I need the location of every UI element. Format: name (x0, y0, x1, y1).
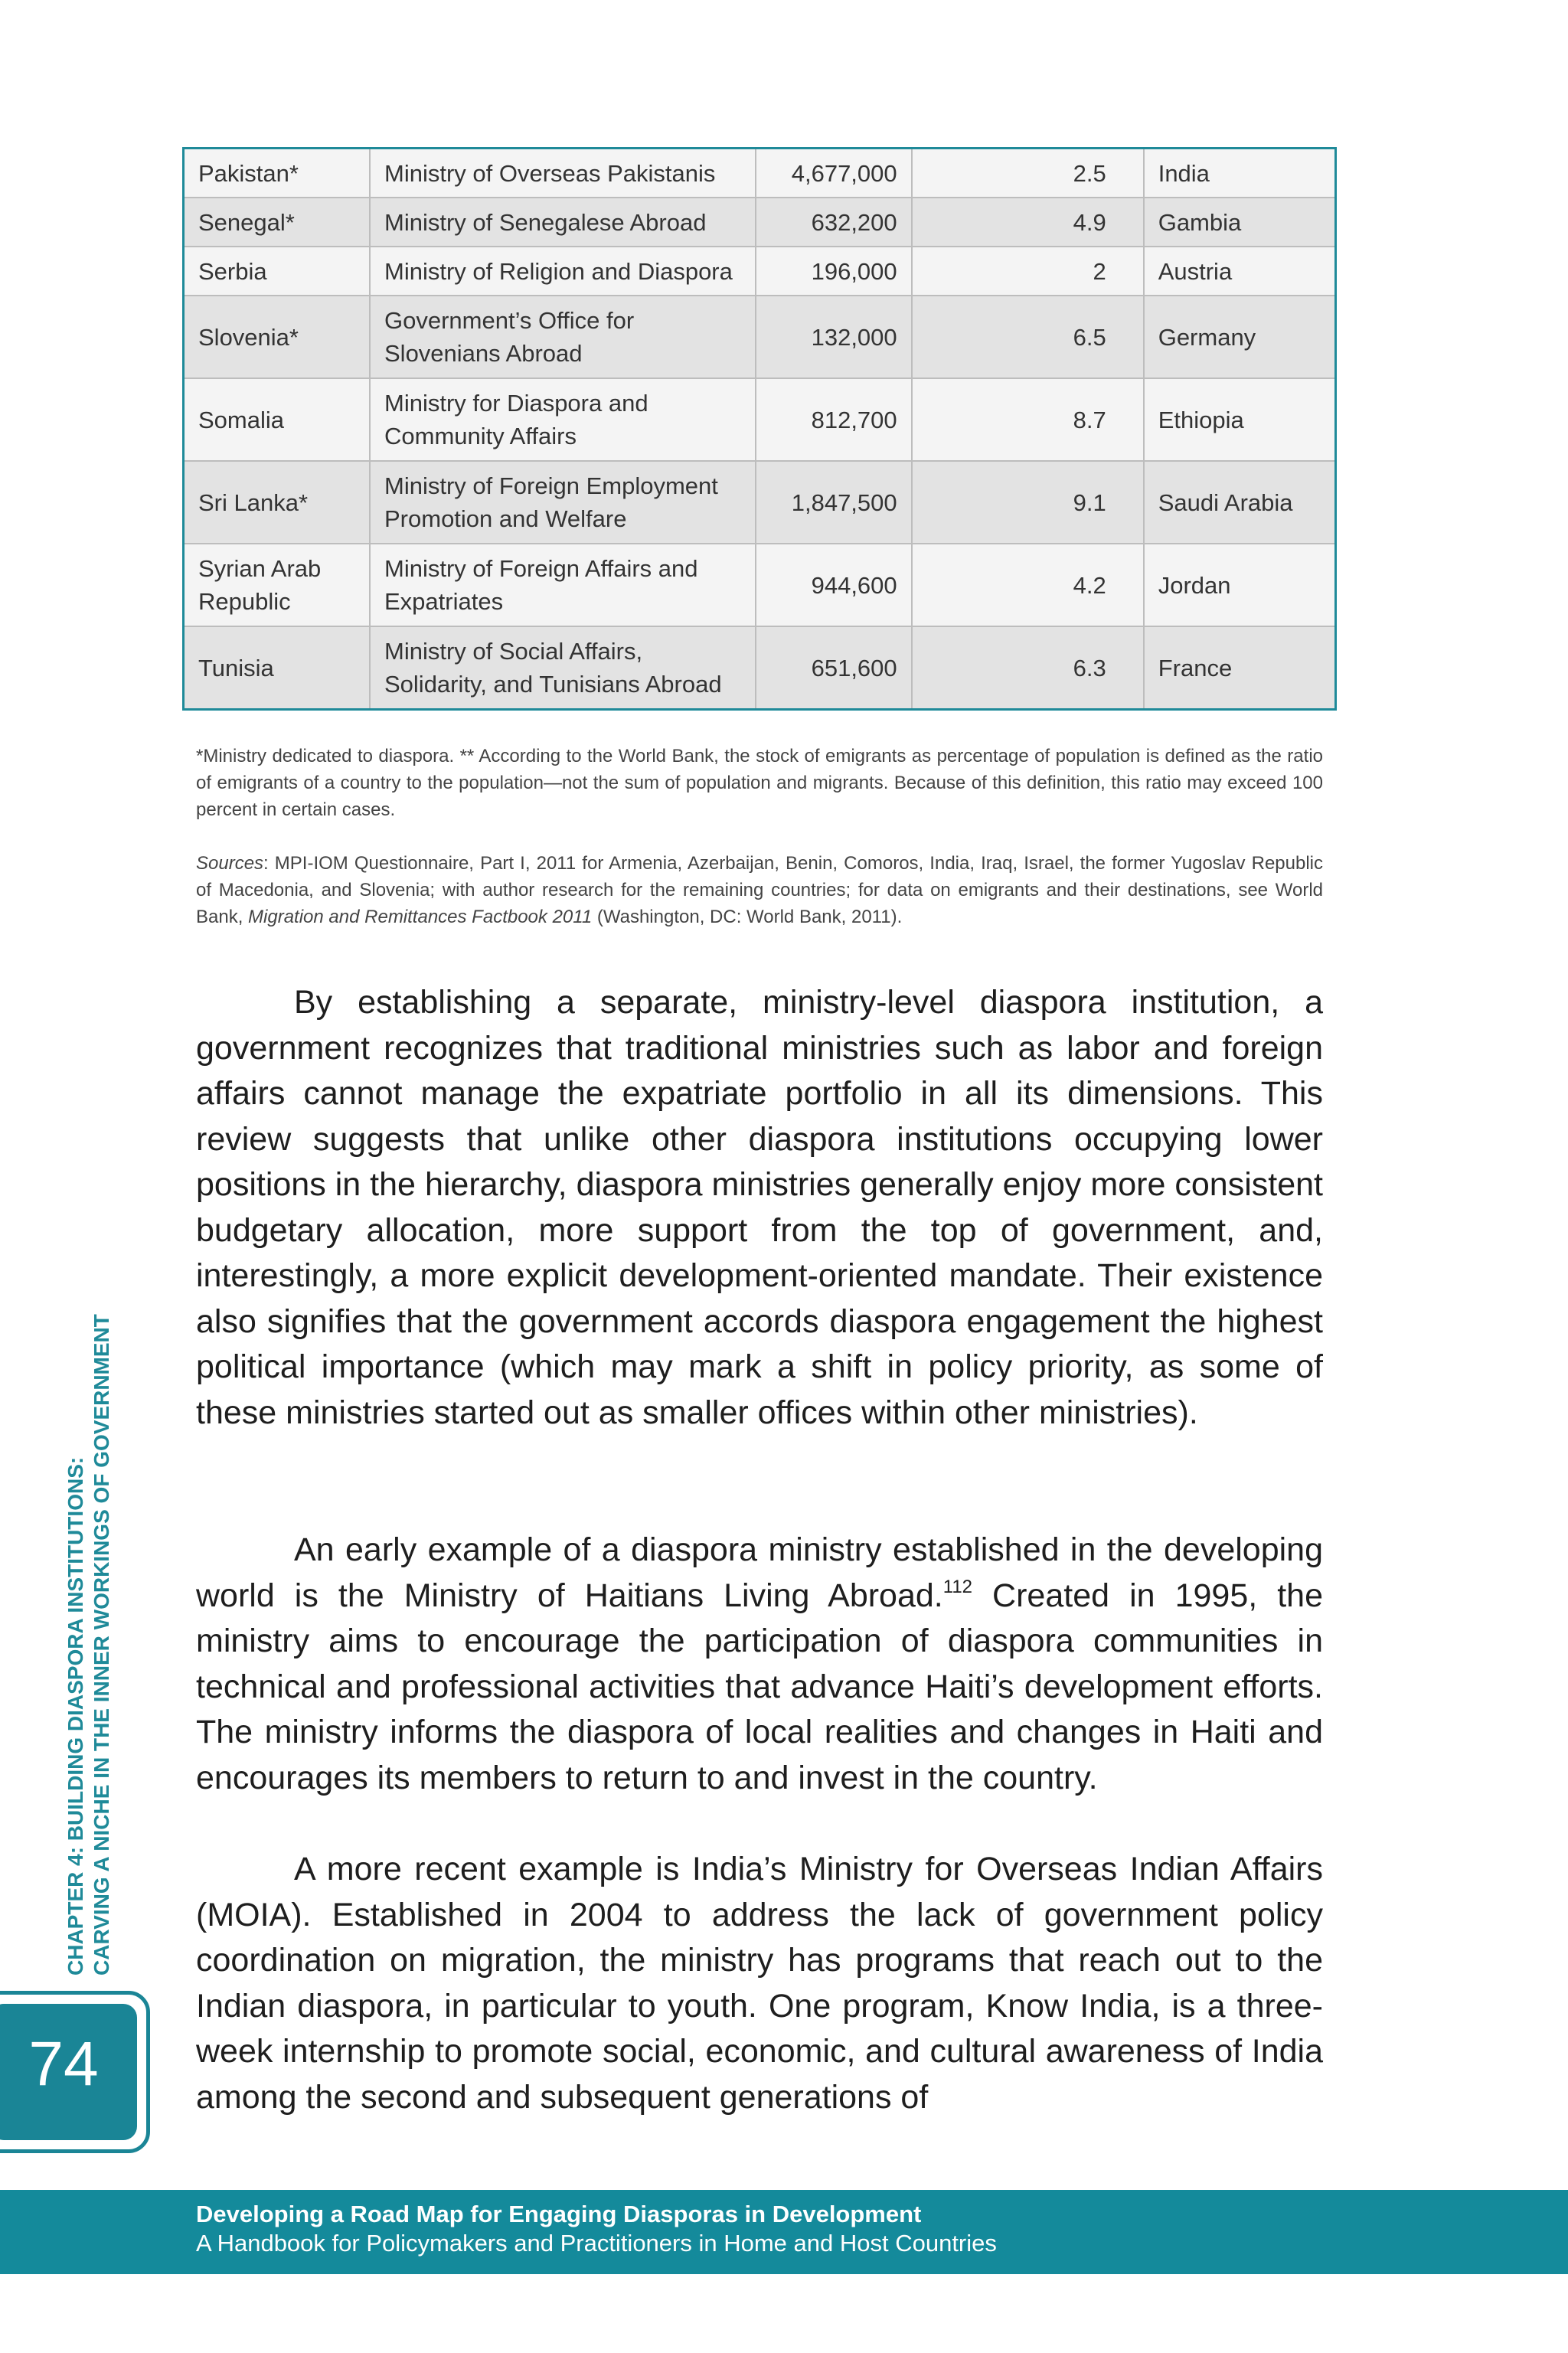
cell-country: Senegal* (185, 198, 370, 247)
cell-emigrants: 4,677,000 (756, 149, 912, 198)
chapter-title-line-2: CARVING A NICHE IN THE INNER WORKINGS OF GOVERNMENT (90, 1314, 113, 1976)
table-row (185, 149, 1334, 198)
page-number-badge (0, 1991, 150, 2153)
body-paragraph-3: A more recent example is India’s Ministry for Overseas Indian Affairs (MOIA). Established in 2004 to address the lack of government policy coordination on migration, the ministry has programs that reach out to the Indian diaspora, in particular to youth. One program, Know India, is a three-week internship to promote social, economic, and cultural awareness of India among the second and subsequent generations of (196, 1851, 1323, 2116)
cell-country: Slovenia* (185, 296, 370, 378)
cell-destination: France (1144, 626, 1334, 708)
cell-ministry: Ministry of Religion and Diaspora (370, 247, 756, 296)
cell-percent: 6.5 (912, 296, 1144, 378)
body-paragraph-2 (196, 1528, 1323, 1801)
sources-text: : MPI-IOM Questionnaire, Part I, 2011 for Armenia, Azerbaijan, Benin, Comoros, India, Iraq, Israel, the former Yugoslav Republic of Macedonia, and Slovenia; with author research for the remaining countries; for data on emigrants and their destinations, see World Bank, (196, 853, 1323, 927)
table-footnote (196, 743, 1323, 823)
footer-book-title: Developing a Road Map for Engaging Diasporas in Development (196, 2201, 922, 2227)
table-row (185, 198, 1334, 247)
cell-emigrants: 651,600 (756, 626, 912, 708)
page-badge-fill (0, 2004, 137, 2140)
cell-ministry: Ministry of Senegalese Abroad (370, 198, 756, 247)
cell-country: Serbia (185, 247, 370, 296)
sources-label: Sources (196, 853, 264, 874)
cell-country: Tunisia (185, 626, 370, 708)
chapter-title-line-1: CHAPTER 4: BUILDING DIASPORA INSTITUTIONS: (64, 1456, 87, 1976)
sources-end: (Washington, DC: World Bank, 2011). (592, 907, 903, 927)
page-number: 74 (28, 2029, 99, 2099)
footnote-text: *Ministry dedicated to diaspora. ** According to the World Bank, the stock of emigrants as percentage of population is defined as the ratio of emigrants of a country to the population—not the sum of population and migrants. Because of this definition, this ratio may exceed 100 percent in certain cases. (196, 746, 1323, 820)
cell-destination: Saudi Arabia (1144, 461, 1334, 544)
cell-percent: 2 (912, 247, 1144, 296)
cell-emigrants: 196,000 (756, 247, 912, 296)
table-sources (196, 850, 1323, 930)
page-footer (0, 2190, 1568, 2274)
cell-emigrants: 632,200 (756, 198, 912, 247)
paragraph-2-part-b: Created in 1995, the ministry aims to encourage the participation of diaspora communities in technical and professional activities that advance Haiti’s development efforts. The ministry informs the diaspora of local realities and changes in Haiti and encourages its members to return to and invest in the country. (196, 1577, 1323, 1796)
cell-ministry: Government’s Office for Slovenians Abroad (370, 296, 756, 378)
cell-percent: 6.3 (912, 626, 1144, 708)
cell-destination: India (1144, 149, 1334, 198)
paragraph-2-part-a: An early example of a diaspora ministry established in the developing world is the Ministry of Haitians Living Abroad. (196, 1531, 1323, 1614)
cell-percent: 4.9 (912, 198, 1144, 247)
cell-destination: Austria (1144, 247, 1334, 296)
cell-destination: Jordan (1144, 544, 1334, 626)
cell-country: Syrian Arab Republic (185, 544, 370, 626)
cell-ministry: Ministry of Foreign Affairs and Expatriates (370, 544, 756, 626)
cell-emigrants: 812,700 (756, 378, 912, 461)
cell-country: Sri Lanka* (185, 461, 370, 544)
cell-percent: 4.2 (912, 544, 1144, 626)
table-row (185, 247, 1334, 296)
sources-book-title: Migration and Remittances Factbook 2011 (248, 907, 593, 927)
table-row (185, 378, 1334, 461)
cell-emigrants: 1,847,500 (756, 461, 912, 544)
table-body (185, 149, 1334, 708)
chapter-side-label (63, 1210, 115, 1976)
cell-emigrants: 132,000 (756, 296, 912, 378)
cell-destination: Germany (1144, 296, 1334, 378)
body-paragraph-1: By establishing a separate, ministry-level diaspora institution, a government recognizes that traditional ministries such as labor and foreign affairs cannot manage the expatriate portfolio in all its dimensions. This review suggests that unlike other diaspora institutions occupying lower positions in the hierarchy, diaspora ministries generally enjoy more consistent budgetary allocation, more support from the top of government, and, interestingly, a more explicit development-oriented mandate. Their existence also signifies that the government accords diaspora engagement the highest political importance (which may mark a shift in policy priority, as some of these ministries started out as smaller offices within other ministries). (196, 984, 1323, 1431)
footnote-ref-112: 112 (942, 1576, 973, 1597)
cell-destination: Ethiopia (1144, 378, 1334, 461)
table-row (185, 544, 1334, 626)
cell-emigrants: 944,600 (756, 544, 912, 626)
diaspora-ministries-table (182, 147, 1337, 711)
table-row (185, 296, 1334, 378)
cell-destination: Gambia (1144, 198, 1334, 247)
cell-ministry: Ministry of Foreign Employment Promotion and Welfare (370, 461, 756, 544)
cell-country: Pakistan* (185, 149, 370, 198)
table-row (185, 626, 1334, 708)
cell-percent: 2.5 (912, 149, 1144, 198)
cell-percent: 9.1 (912, 461, 1144, 544)
table-row (185, 461, 1334, 544)
cell-ministry: Ministry for Diaspora and Community Affairs (370, 378, 756, 461)
cell-ministry: Ministry of Overseas Pakistanis (370, 149, 756, 198)
cell-ministry: Ministry of Social Affairs, Solidarity, and Tunisians Abroad (370, 626, 756, 708)
cell-percent: 8.7 (912, 378, 1144, 461)
footer-book-subtitle: A Handbook for Policymakers and Practitioners in Home and Host Countries (196, 2230, 997, 2257)
cell-country: Somalia (185, 378, 370, 461)
